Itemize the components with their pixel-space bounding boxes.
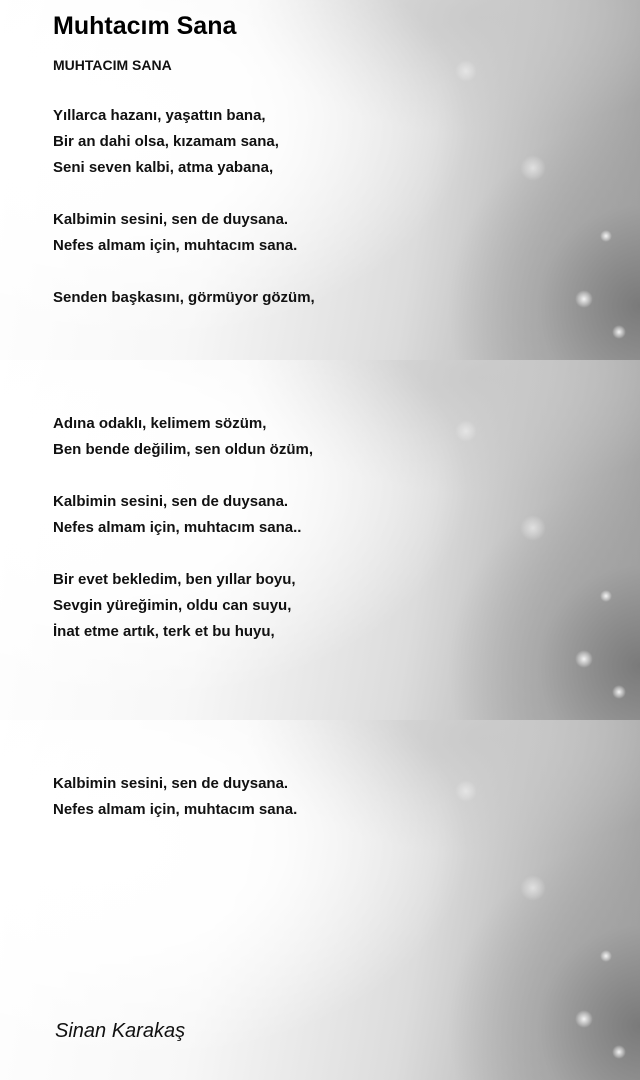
bokeh-light [520,515,546,541]
bokeh-light [612,685,626,699]
bokeh-light [575,650,593,668]
bokeh-light [455,60,477,82]
bokeh-light [612,1045,626,1059]
stanza [53,411,313,463]
poem-line: Bir evet bekledim, ben yıllar boyu, [53,571,296,588]
stanza [53,207,315,259]
bokeh-light [455,780,477,802]
bokeh-light [575,290,593,308]
bokeh-light [520,875,546,901]
poem-line: Bir an dahi olsa, kızamam sana, [53,133,279,150]
poem-line: Senden başkasını, görmüyor gözüm, [53,289,315,306]
poem-line: Kalbimin sesini, sen de duysana. [53,493,289,510]
bokeh-light [600,590,612,602]
poem-line: Seni seven kalbi, atma yabana, [53,159,274,176]
poem-line: Kalbimin sesini, sen de duysana. [53,775,289,792]
bokeh-light [600,230,612,242]
poem-line: Yıllarca hazanı, yaşattın bana, [53,107,266,124]
poem-author: Sinan Karakaş [55,1020,186,1042]
poem-panel-1 [0,0,640,360]
stanza-group [53,411,313,671]
stanza [53,489,313,541]
poem-panel-2 [0,360,640,720]
stanza [53,567,313,645]
stanza-group [53,103,315,337]
stanza-group [53,771,297,849]
poem-panel-3 [0,720,640,1080]
poem-line: İnat etme artık, terk et bu huyu, [53,623,275,640]
stanza [53,103,315,181]
poem-line: Adına odaklı, kelimem sözüm, [53,415,267,432]
poem-title: Muhtacım Sana [53,12,237,40]
poem-line: Nefes almam için, muhtacım sana.. [53,519,302,536]
bokeh-light [600,950,612,962]
bokeh-light [612,325,626,339]
bokeh-light [575,1010,593,1028]
poem-line: Ben bende değilim, sen oldun özüm, [53,441,314,458]
bokeh-light [520,155,546,181]
poem-subtitle: MUHTACIM SANA [53,57,172,73]
poem-line: Nefes almam için, muhtacım sana. [53,237,298,254]
poem-line: Sevgin yüreğimin, oldu can suyu, [53,597,292,614]
bokeh-light [455,420,477,442]
poem-line: Kalbimin sesini, sen de duysana. [53,211,289,228]
stanza [53,285,315,311]
poem-line: Nefes almam için, muhtacım sana. [53,801,298,818]
stanza [53,771,297,823]
